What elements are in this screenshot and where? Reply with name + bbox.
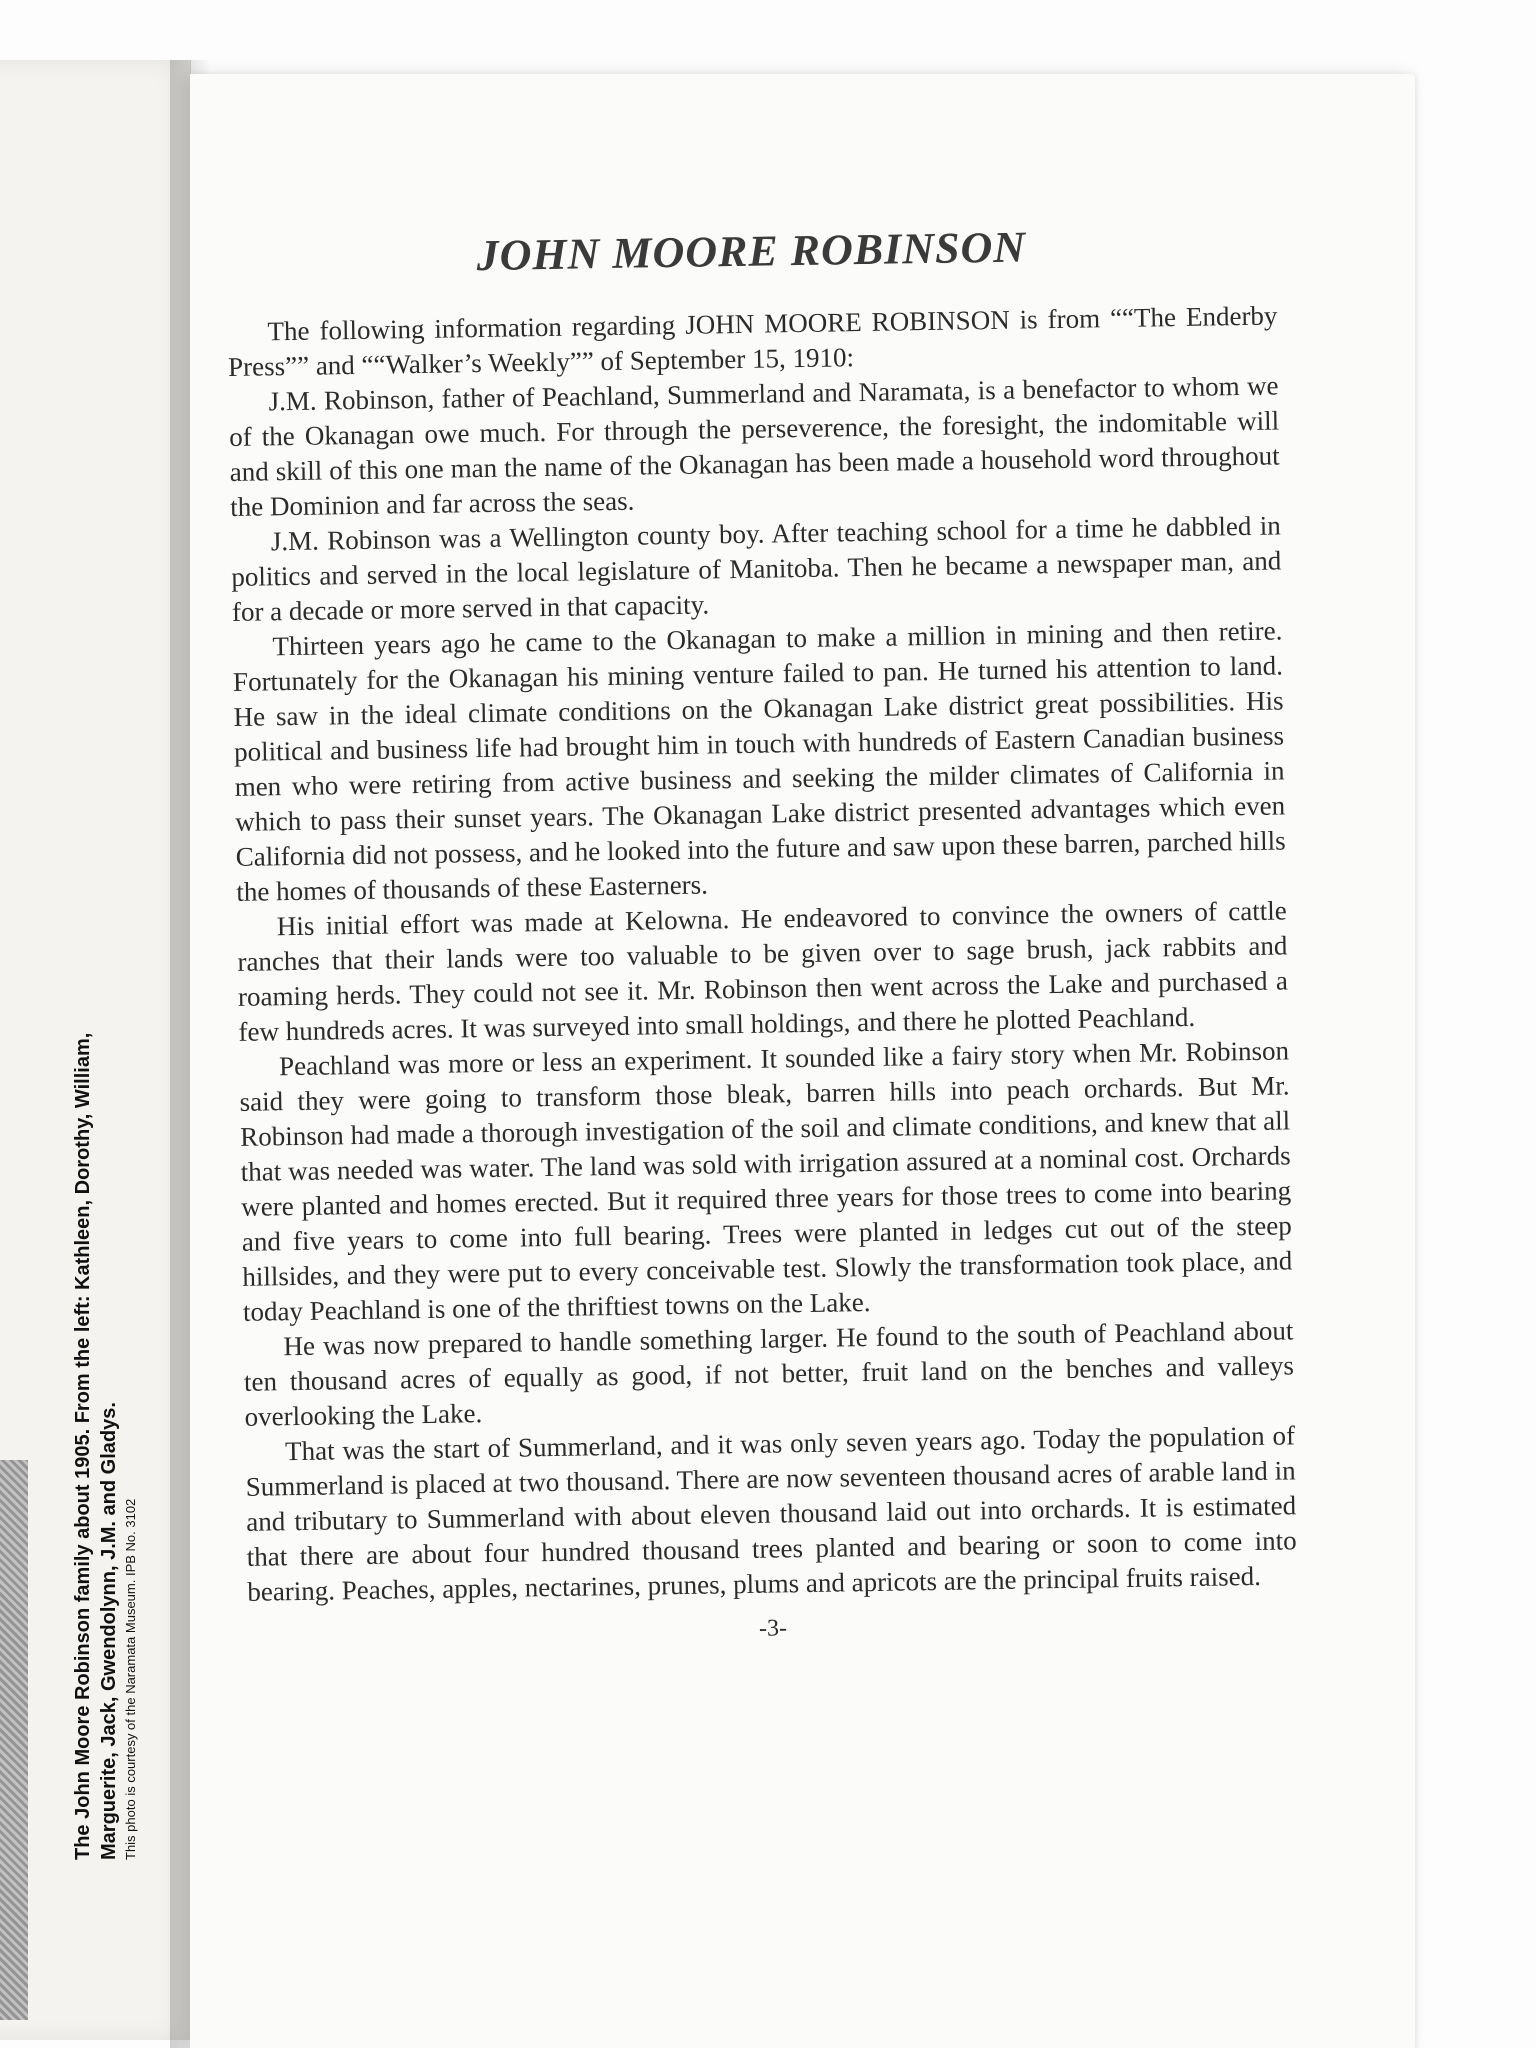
document-body bbox=[226, 218, 1298, 1651]
paragraph: That was the start of Summerland, and it was only seven years ago. Today the population of Summerland is placed at two thousand. There are now seventeen thousand acres of arable land in and tributary to Summerland with about eleven thousand laid out into orchards. It is estimated that there are about four hundred thousand trees planted and bearing or soon to come into bearing. Peaches, apples, nectarines, prunes, plums and apricots are the principal fruits raised. bbox=[245, 1420, 1297, 1607]
right-page bbox=[190, 74, 1415, 2048]
caption-line-2: Marguerite, Jack, Gwendolynn, J.M. and Gladys. bbox=[98, 1402, 120, 1860]
paragraph: He was now prepared to handle something larger. He found to the south of Peachland about ten thousand acres of equally as good, if not better, fruit land on the benches and valleys overlooking the Lake. bbox=[243, 1315, 1295, 1432]
caption-credit: This photo is courtesy of the Naramata Museum. IPB No. 3102 bbox=[123, 1498, 138, 1860]
photo-caption bbox=[70, 660, 140, 1860]
page-number: -3- bbox=[758, 1615, 788, 1642]
photo-edge bbox=[0, 1460, 28, 2020]
page-title: JOHN MOORE ROBINSON bbox=[476, 222, 1027, 281]
paragraph: Thirteen years ago he came to the Okanagan to make a million in mining and then retire. Fortunately for the Okanagan his mining venture failed to pan. He turned his attention to land. He saw in the ideal climate conditions on the Okanagan Lake district great possibilities. His political and business life had brought him in touch with hundreds of Eastern Canadian business men who were retiring from active business and seeking the milder climates of California in which to pass their sunset years. The Okanagan Lake district presented advantages which even California did not possess, and he looked into the future and saw upon these barren, parched hills the homes of thousands of these Easterners. bbox=[232, 615, 1286, 907]
paragraph: J.M. Robinson was a Wellington county boy. After teaching school for a time he dabbled in politics and served in the local legislature of Manitoba. Then he became a newspaper man, and for a decade or more served in that capacity. bbox=[231, 510, 1282, 627]
caption-line-1: The John Moore Robinson family about 1905. From the left: Kathleen, Dorothy, William, bbox=[72, 1032, 94, 1860]
paragraph: J.M. Robinson, father of Peachland, Summerland and Naramata, is a benefactor to whom we of the Okanagan owe much. For through the perseverence, the foresight, the indomitable will and skill of this one man the name of the Okanagan has been made a household word throughout the Dominion and far across the seas. bbox=[228, 370, 1280, 522]
paragraph: His initial effort was made at Kelowna. He endeavored to convince the owners of cattle ranches that their lands were too valuable to be given over to sage brush, jack rabbits and roaming herds. They could not see it. Mr. Robinson then went across the Lake and purchased a few hundreds acres. It was surveyed into small holdings, and there he plotted Peachland. bbox=[237, 895, 1289, 1047]
paragraph: The following information regarding JOHN MOORE ROBINSON is from ““The Enderby Press”” and ““Walker’s Weekly”” of September 15, 1910: bbox=[227, 300, 1278, 382]
paragraph: Peachland was more or less an experiment. It sounded like a fairy story when Mr. Robinson said they were going to transform those bleak, barren hills into peach orchards. But Mr. Robinson had made a thorough investigation of the soil and climate conditions, and knew that all that was needed was water. The land was sold with irrigation assured at a nominal cost. Orchards were planted and homes erected. But it required three years for those trees to come into bearing and five years to come into full bearing. Trees were planted in ledges cut out of the steep hillsides, and they were put to every conceivable test. Slowly the transformation took place, and today Peachland is one of the thriftiest towns on the Lake. bbox=[239, 1035, 1293, 1327]
